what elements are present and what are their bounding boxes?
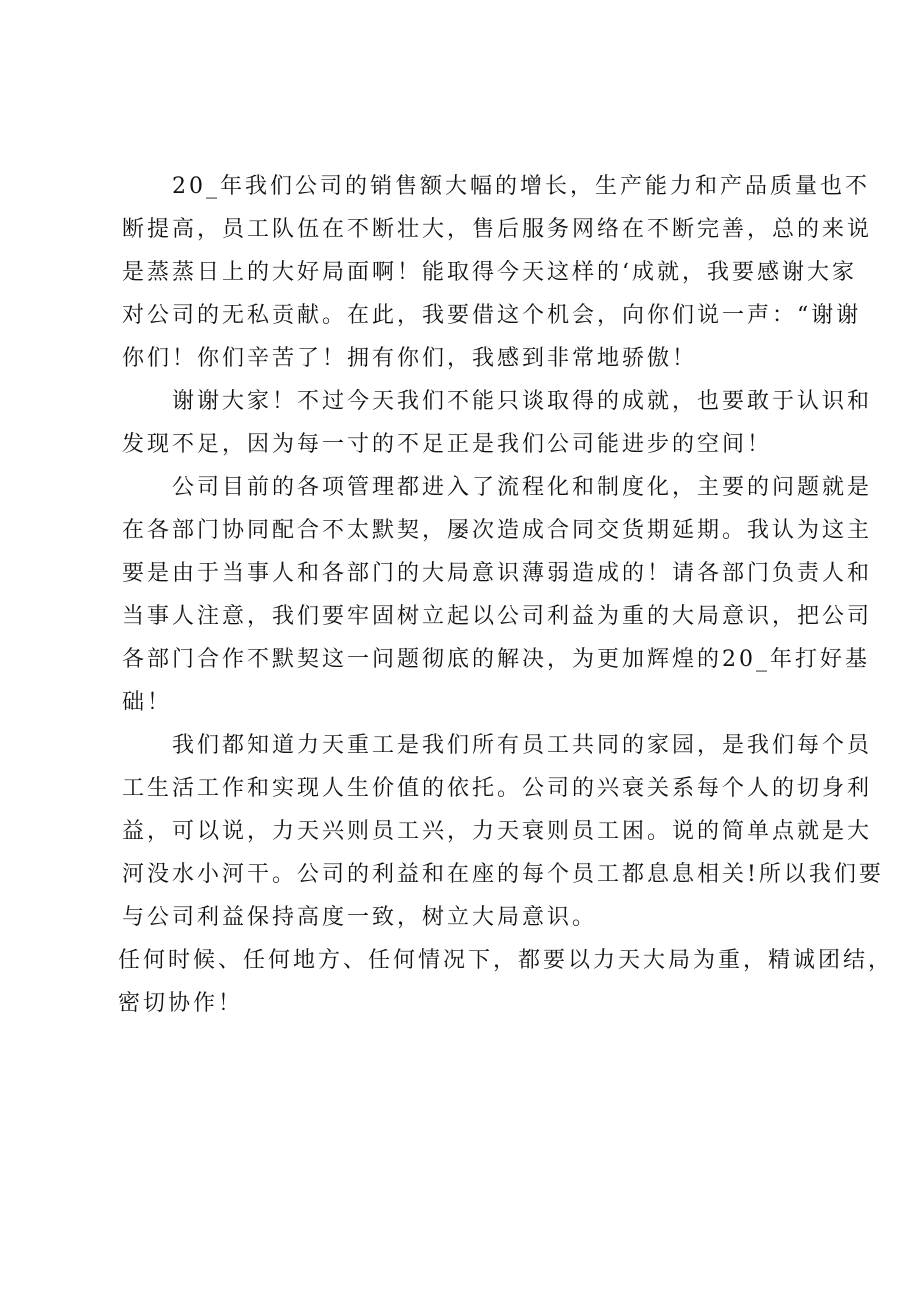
paragraph-line: 断提高，员工队伍在不断壮大，售后服务网络在不断完善，总的来说 <box>122 217 873 242</box>
paragraph-line: 发现不足，因为每一寸的不足正是我们公司能进步的空间！ <box>122 432 773 457</box>
paragraph-line: 当事人注意，我们要牢固树立起以公司利益为重的大局意识，把公司 <box>122 604 873 629</box>
paragraph-line: 20_年我们公司的销售额大幅的增长，生产能力和产品质量也不 <box>172 174 870 199</box>
paragraph-line: 密切协作！ <box>118 991 244 1016</box>
paragraph-4 <box>122 724 884 939</box>
paragraph-2 <box>122 380 873 466</box>
paragraph-line: 在各部门协同配合不太默契，屡次造成合同交货期延期。我认为这主 <box>122 518 873 543</box>
paragraph-3 <box>122 466 873 724</box>
paragraph-line: 公司目前的各项管理都进入了流程化和制度化，主要的问题就是 <box>172 475 873 500</box>
paragraph-line: 工生活工作和实现人生价值的依托。公司的兴衰关系每个人的切身利 <box>122 776 873 801</box>
paragraph-1 <box>122 165 873 380</box>
paragraph-line: 础！ <box>122 690 173 715</box>
paragraph-line: 是蒸蒸日上的大好局面啊！能取得今天这样的‘成就，我要感谢大家 <box>122 260 857 285</box>
paragraph-line: 任何时候、任何地方、任何情况下，都要以力天大局为重，精诚团结， <box>118 948 894 973</box>
paragraph-5 <box>118 939 894 1025</box>
document-body <box>118 165 894 1025</box>
paragraph-line: 各部门合作不默契这一问题彻底的解决，为更加辉煌的20_年打好基 <box>122 647 870 672</box>
paragraph-line: 河没水小河干。公司的利益和在座的每个员工都息息相关!所以我们要 <box>122 862 884 887</box>
paragraph-line: 与公司利益保持高度一致，树立大局意识。 <box>122 905 598 930</box>
paragraph-line: 益，可以说，力天兴则员工兴，力天衰则员工困。说的简单点就是大 <box>122 819 873 844</box>
paragraph-line: 你们！你们辛苦了！拥有你们，我感到非常地骄傲！ <box>122 346 698 371</box>
paragraph-line: 谢谢大家！不过今天我们不能只谈取得的成就，也要敢于认识和 <box>172 389 873 414</box>
paragraph-line: 对公司的无私贡献。在此，我要借这个机会，向你们说一声：“谢谢 <box>122 303 862 328</box>
paragraph-line: 我们都知道力天重工是我们所有员工共同的家园，是我们每个员 <box>172 733 873 758</box>
paragraph-line: 要是由于当事人和各部门的大局意识薄弱造成的！请各部门负责人和 <box>122 561 873 586</box>
